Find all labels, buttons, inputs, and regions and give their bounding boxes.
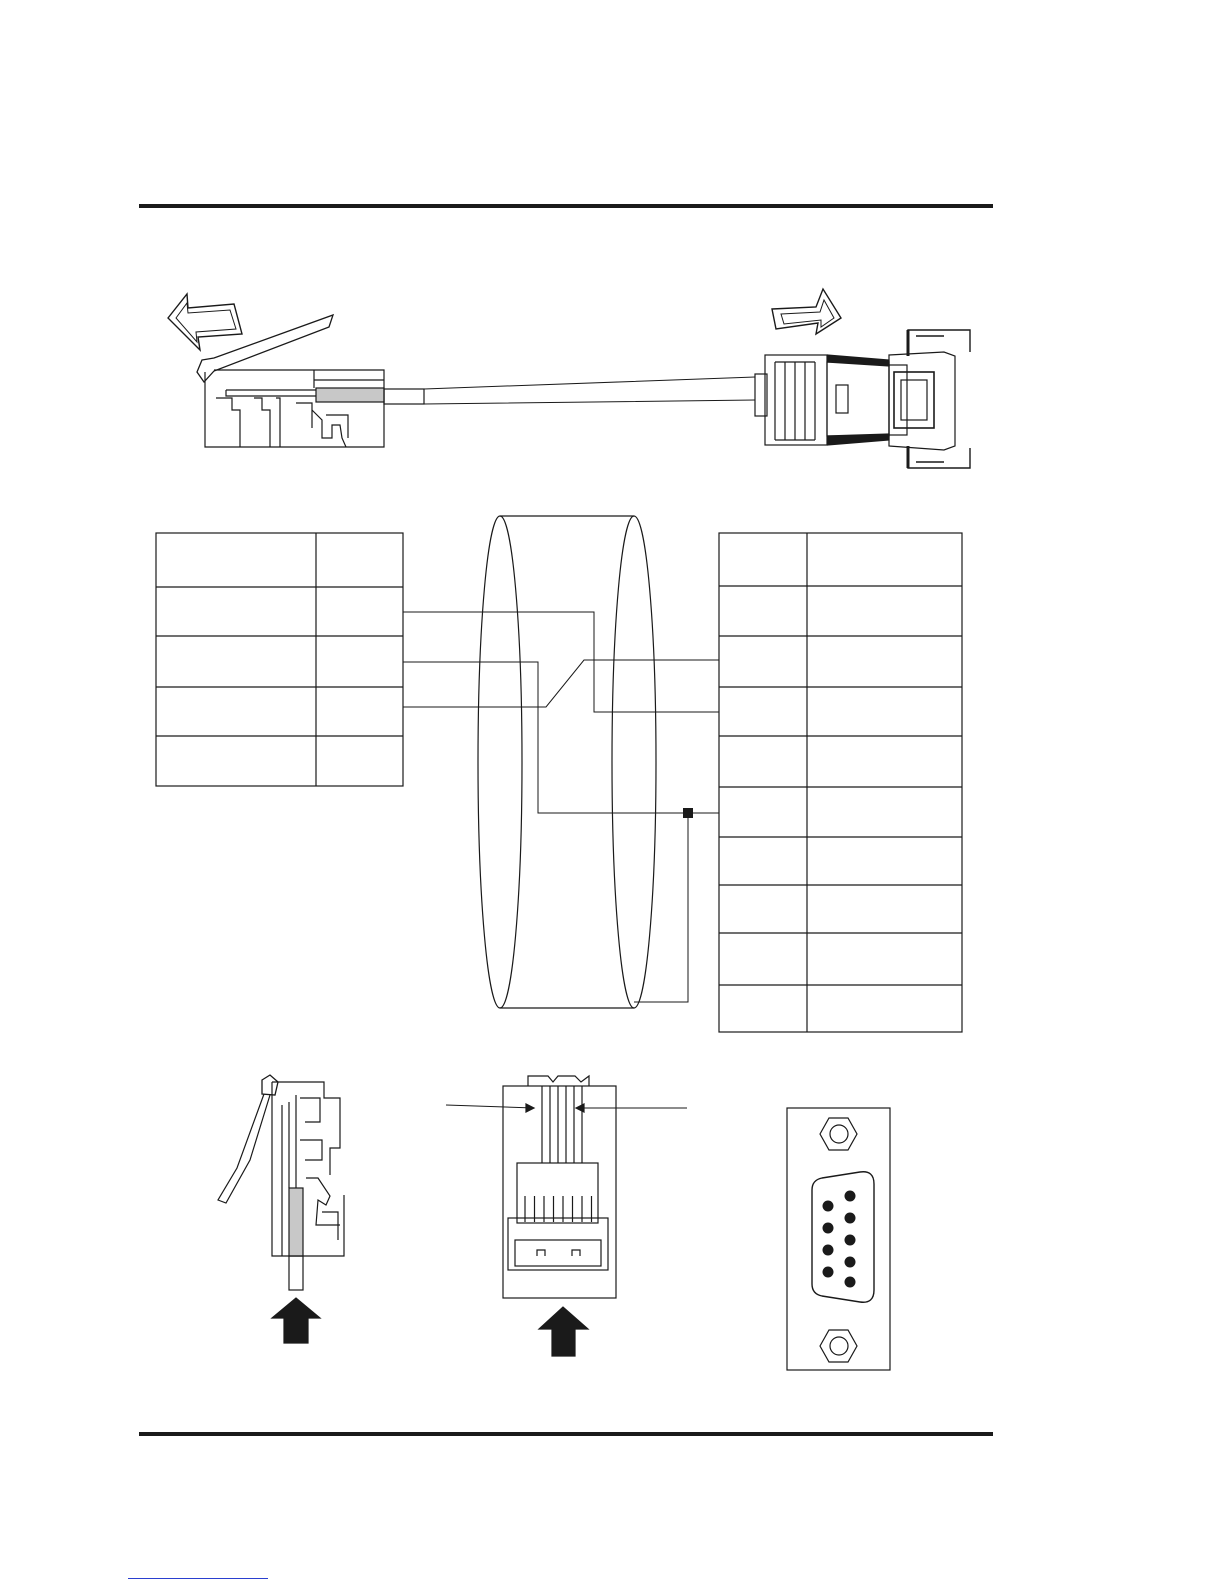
insert-direction-arrow-icon xyxy=(272,1298,320,1343)
cable-assembly xyxy=(168,289,970,468)
hollow-bent-arrow-icon xyxy=(772,289,841,334)
bottom-rule xyxy=(139,1432,993,1436)
footer-link-underline[interactable] xyxy=(128,1578,268,1579)
db9-pin xyxy=(845,1257,856,1268)
db9-pin xyxy=(845,1213,856,1224)
right-pin-table xyxy=(719,533,962,1032)
wire-shield-drain xyxy=(634,813,688,1002)
db9-pin xyxy=(823,1201,834,1212)
cable-shield xyxy=(478,516,656,1008)
db9-pin xyxy=(823,1223,834,1234)
rj-plug-side-vertical xyxy=(218,1075,344,1343)
db9-pin xyxy=(845,1191,856,1202)
db9-pin xyxy=(845,1277,856,1288)
db9-female-connector-icon xyxy=(787,1108,890,1370)
rj-plug-front xyxy=(446,1076,687,1356)
wires xyxy=(403,612,719,1002)
left-pin-table xyxy=(156,533,403,786)
wire-3 xyxy=(403,660,719,707)
db9-pin xyxy=(823,1245,834,1256)
db9-backshell xyxy=(755,330,970,468)
junction-dot xyxy=(683,808,693,818)
insert-direction-arrow-icon xyxy=(539,1307,588,1356)
db9-pin xyxy=(823,1267,834,1278)
db9-pin xyxy=(845,1235,856,1246)
wire-2 xyxy=(403,662,719,813)
hollow-bent-arrow-icon xyxy=(168,294,242,350)
top-rule xyxy=(139,204,993,208)
rj-plug-side xyxy=(197,315,755,447)
